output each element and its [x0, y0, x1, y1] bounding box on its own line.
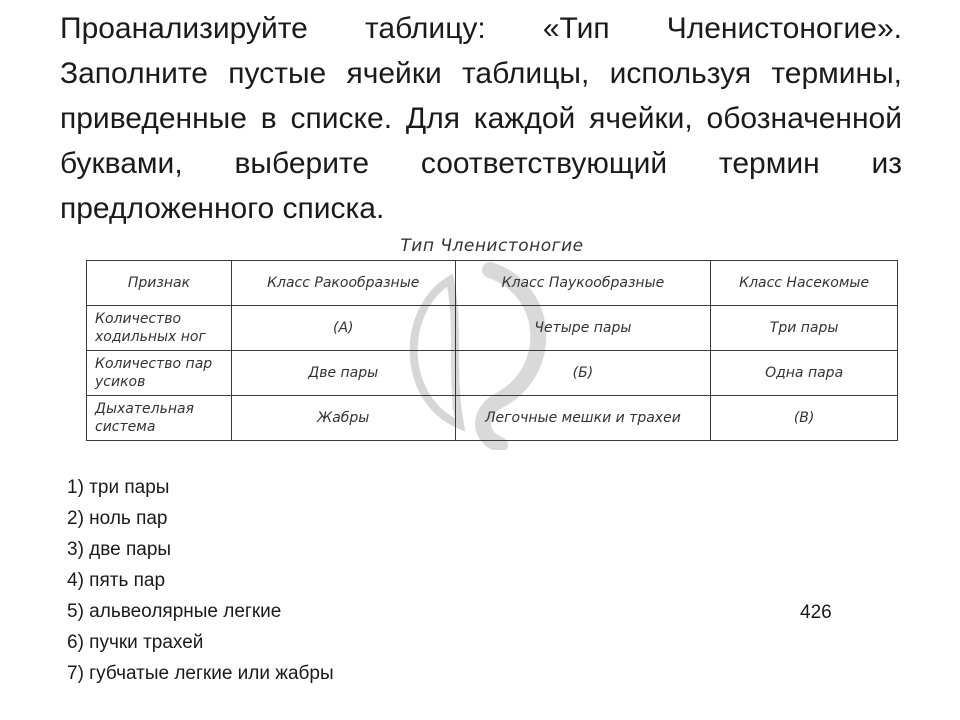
table-title: Тип Членистоногие [400, 236, 584, 256]
table-cell: Легочные мешки и трахеи [455, 396, 711, 441]
header-cell: Класс Паукообразные [455, 261, 711, 306]
arthropods-table [86, 232, 898, 441]
table-row [87, 396, 898, 441]
list-item: 4) пять пар [67, 570, 166, 591]
header-cell: Класс Ракообразные [231, 261, 455, 306]
list-item: 1) три пары [67, 477, 170, 498]
table-grid [86, 260, 898, 441]
list-item: 7) губчатые легкие или жабры [67, 663, 334, 684]
row-label: Количество ходильных ног [87, 306, 232, 351]
page-number: 426 [800, 602, 832, 623]
list-item: 5) альвеолярные легкие [67, 601, 282, 622]
table-cell: Три пары [711, 306, 898, 351]
list-item: 3) две пары [67, 539, 172, 560]
table-cell-blank-b: (Б) [455, 351, 711, 396]
terms-list [67, 472, 334, 689]
table-cell: Одна пара [711, 351, 898, 396]
table-row [87, 306, 898, 351]
table-cell: Жабры [231, 396, 455, 441]
table-header-row [87, 261, 898, 306]
table-cell-blank-v: (В) [711, 396, 898, 441]
header-cell: Признак [87, 261, 232, 306]
row-label: Дыхательная система [87, 396, 232, 441]
table-row [87, 351, 898, 396]
table-cell-blank-a: (А) [231, 306, 455, 351]
list-item: 6) пучки трахей [67, 632, 204, 653]
table-cell: Две пары [231, 351, 455, 396]
table-cell: Четыре пары [455, 306, 711, 351]
task-prompt: Проанализируйте таблицу: «Тип Членистоногие». Заполните пустые ячейки таблицы, используя термины, приведенные в списке. Для каждой ячейки, обозначенной буквами, выберите соответствующий термин из предложенного списка. [60, 12, 902, 225]
header-cell: Класс Насекомые [711, 261, 898, 306]
list-item: 2) ноль пар [67, 508, 168, 529]
row-label: Количество пар усиков [87, 351, 232, 396]
